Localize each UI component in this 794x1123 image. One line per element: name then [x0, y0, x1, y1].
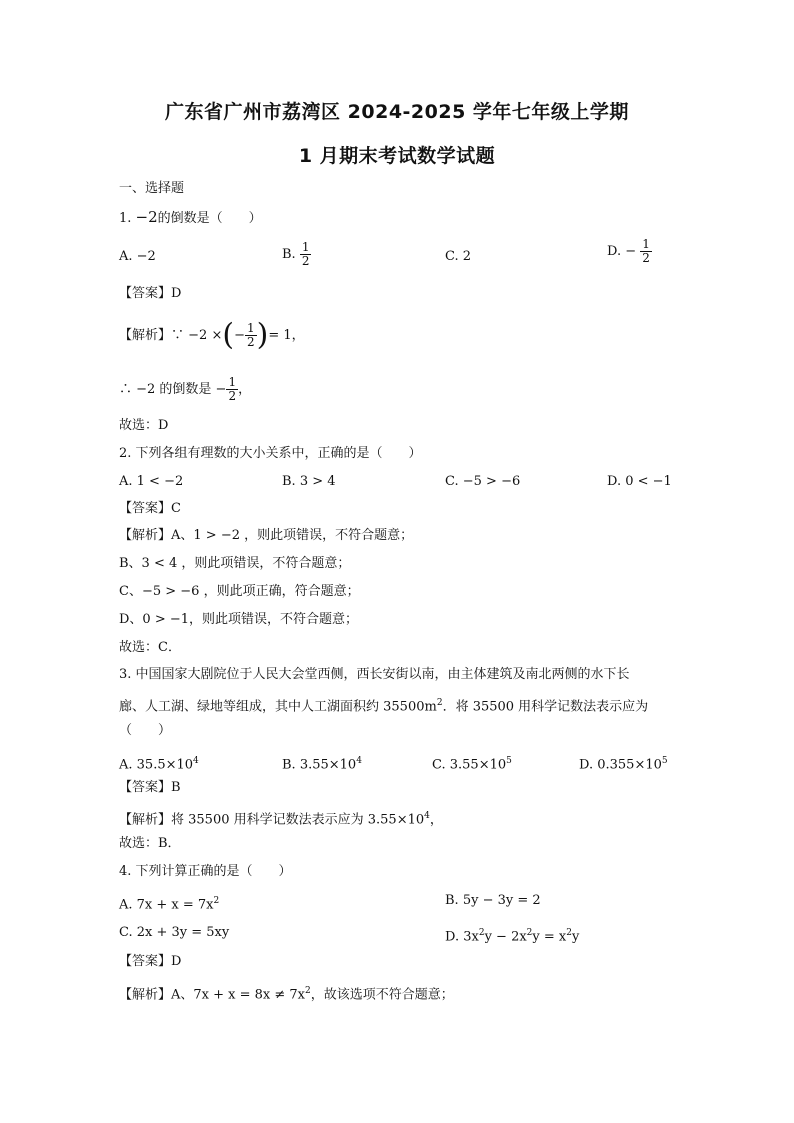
q4-option-a-text: A. 7x + x = 7x: [119, 897, 214, 913]
q4-option-d-text-1: D. 3x: [445, 929, 479, 945]
q3-stem-line-2: [119, 694, 648, 716]
q1-option-b-fraction: [300, 241, 312, 268]
q3-option-a-text: A. 35.5×10: [119, 757, 194, 773]
q1-option-a: A. −2: [119, 249, 156, 264]
q3-stem2-post: ．将 35500 用科学记数法表示应为: [442, 699, 649, 715]
q3-option-b: [282, 752, 362, 774]
q1-option-b-label: B.: [282, 247, 296, 262]
q4-option-d-text-4: y: [571, 929, 580, 945]
exponent: 4: [356, 756, 362, 766]
q3-option-b-text: B. 3.55×10: [282, 757, 357, 773]
q4-option-b: B. 5y − 3y = 2: [445, 893, 541, 908]
fraction-numerator: 1: [301, 240, 310, 254]
q2-option-a: A. 1 < −2: [119, 474, 184, 489]
q2-choice: 故选：C．: [119, 640, 181, 655]
q4-answer: 【答案】D: [119, 954, 182, 969]
q1-choice: 故选：D: [119, 418, 169, 433]
q1-option-c: C. 2: [445, 249, 472, 264]
q1-stem: [119, 208, 262, 228]
right-paren: ): [256, 317, 269, 353]
q3-option-d-text: D. 0.355×10: [579, 757, 662, 773]
q2-explanation-3: C、−5 > −6 ，则此项正确，符合题意；: [119, 584, 360, 599]
q3-explanation: [119, 807, 443, 829]
q4-option-d: [445, 924, 579, 946]
q1-exp-pre: ∵ −2 ×: [171, 328, 223, 343]
fraction-numerator: 1: [246, 321, 255, 335]
q4-option-c: C. 2x + 3y = 5xy: [119, 925, 230, 940]
q2-explanation-4: D、0 > −1，则此项错误，不符合题意；: [119, 612, 359, 627]
q1-option-d-label: D. −: [607, 244, 637, 259]
fraction-denominator: 2: [642, 251, 650, 265]
q1-exp-label: 【解析】: [119, 328, 172, 343]
left-paren: (: [222, 317, 235, 353]
q3-choice: 故选：B．: [119, 836, 181, 851]
q1-number: 1.: [119, 211, 132, 226]
exam-title-line-2: 1 月期末考试数学试题: [298, 145, 496, 167]
q2-option-c: C. −5 > −6: [445, 474, 521, 489]
q1-answer: 【答案】D: [119, 286, 182, 301]
q3-exp-post: ，: [429, 812, 443, 828]
minus-sign: −: [234, 328, 245, 343]
exponent: 5: [661, 756, 668, 766]
exponent: 2: [213, 896, 220, 906]
q1-exp2-fraction: [226, 376, 238, 403]
q4-option-d-text-2: y − 2x: [484, 929, 527, 945]
q3-option-c-text: C. 3.55×10: [432, 757, 507, 773]
fraction-denominator: 2: [246, 335, 255, 349]
exponent: 5: [506, 756, 512, 766]
q3-stem2-sup: 2: [436, 698, 443, 708]
q1-explanation-2: [119, 370, 251, 410]
exponent: 4: [193, 756, 199, 766]
q3-option-a: [119, 752, 199, 774]
q4-exp-post: ，故该选项不符合题意；: [310, 987, 454, 1003]
exponent: 4: [424, 811, 430, 821]
q2-stem: 2. 下列各组有理数的大小关系中，正确的是（ ）: [119, 446, 422, 461]
q3-stem-line-1: 3. 中国国家大剧院位于人民大会堂西侧，西长安街以南，由主体建筑及南北两侧的水下长: [119, 667, 630, 682]
q3-option-c: [432, 752, 512, 774]
fraction-numerator: 1: [642, 237, 650, 251]
fraction-numerator: 1: [228, 375, 237, 389]
exponent: 2: [478, 928, 485, 938]
q2-option-d: D. 0 < −1: [607, 474, 672, 489]
q3-exp-text: 【解析】将 35500 用科学记数法表示应为 3.55×10: [119, 812, 425, 828]
q1-option-d-fraction: [640, 238, 652, 265]
q2-option-b: B. 3 > 4: [282, 474, 336, 489]
q2-explanation-2: B、3 < 4 ，则此项错误，不符合题意；: [119, 556, 351, 571]
q1-explanation: [119, 316, 305, 356]
q4-option-a: [119, 892, 219, 914]
q3-stem-line-3: （ ）: [119, 723, 172, 738]
q1-option-d: [607, 238, 652, 265]
q4-exp-text: 【解析】A、7x + x = 8x ≠ 7x: [119, 987, 305, 1003]
q4-stem: 4. 下列计算正确的是（ ）: [119, 864, 292, 879]
fraction-denominator: 2: [228, 389, 237, 403]
fraction-denominator: 2: [301, 254, 310, 268]
exponent: 2: [526, 928, 533, 938]
q3-option-d: [579, 752, 668, 774]
q3-stem2-pre: 廊、人工湖、绿地等组成，其中人工湖面积约 35500m: [119, 699, 437, 715]
section-heading: 一、选择题: [119, 181, 185, 196]
q2-answer: 【答案】C: [119, 501, 181, 516]
q3-answer: 【答案】B: [119, 780, 181, 795]
q1-exp-fraction: [245, 322, 257, 349]
q1-exp2-post: ，: [238, 382, 252, 397]
q1-option-b: [282, 241, 311, 268]
q1-expr: −2: [135, 208, 158, 226]
exponent: 2: [305, 986, 311, 996]
q1-exp2-pre: ∴ −2 的倒数是 −: [119, 382, 227, 397]
exponent: 2: [566, 928, 572, 938]
q2-explanation-1: 【解析】A、1 > −2 ，则此项错误，不符合题意；: [119, 528, 414, 543]
q1-stem-text: 的倒数是（ ）: [157, 211, 262, 226]
q4-option-d-text-3: y = x: [532, 929, 567, 945]
q1-exp-post: = 1，: [268, 328, 305, 343]
q4-explanation: [119, 982, 454, 1004]
exam-title-line-1: 广东省广州市荔湾区 2024-2025 学年七年级上学期: [165, 101, 629, 123]
